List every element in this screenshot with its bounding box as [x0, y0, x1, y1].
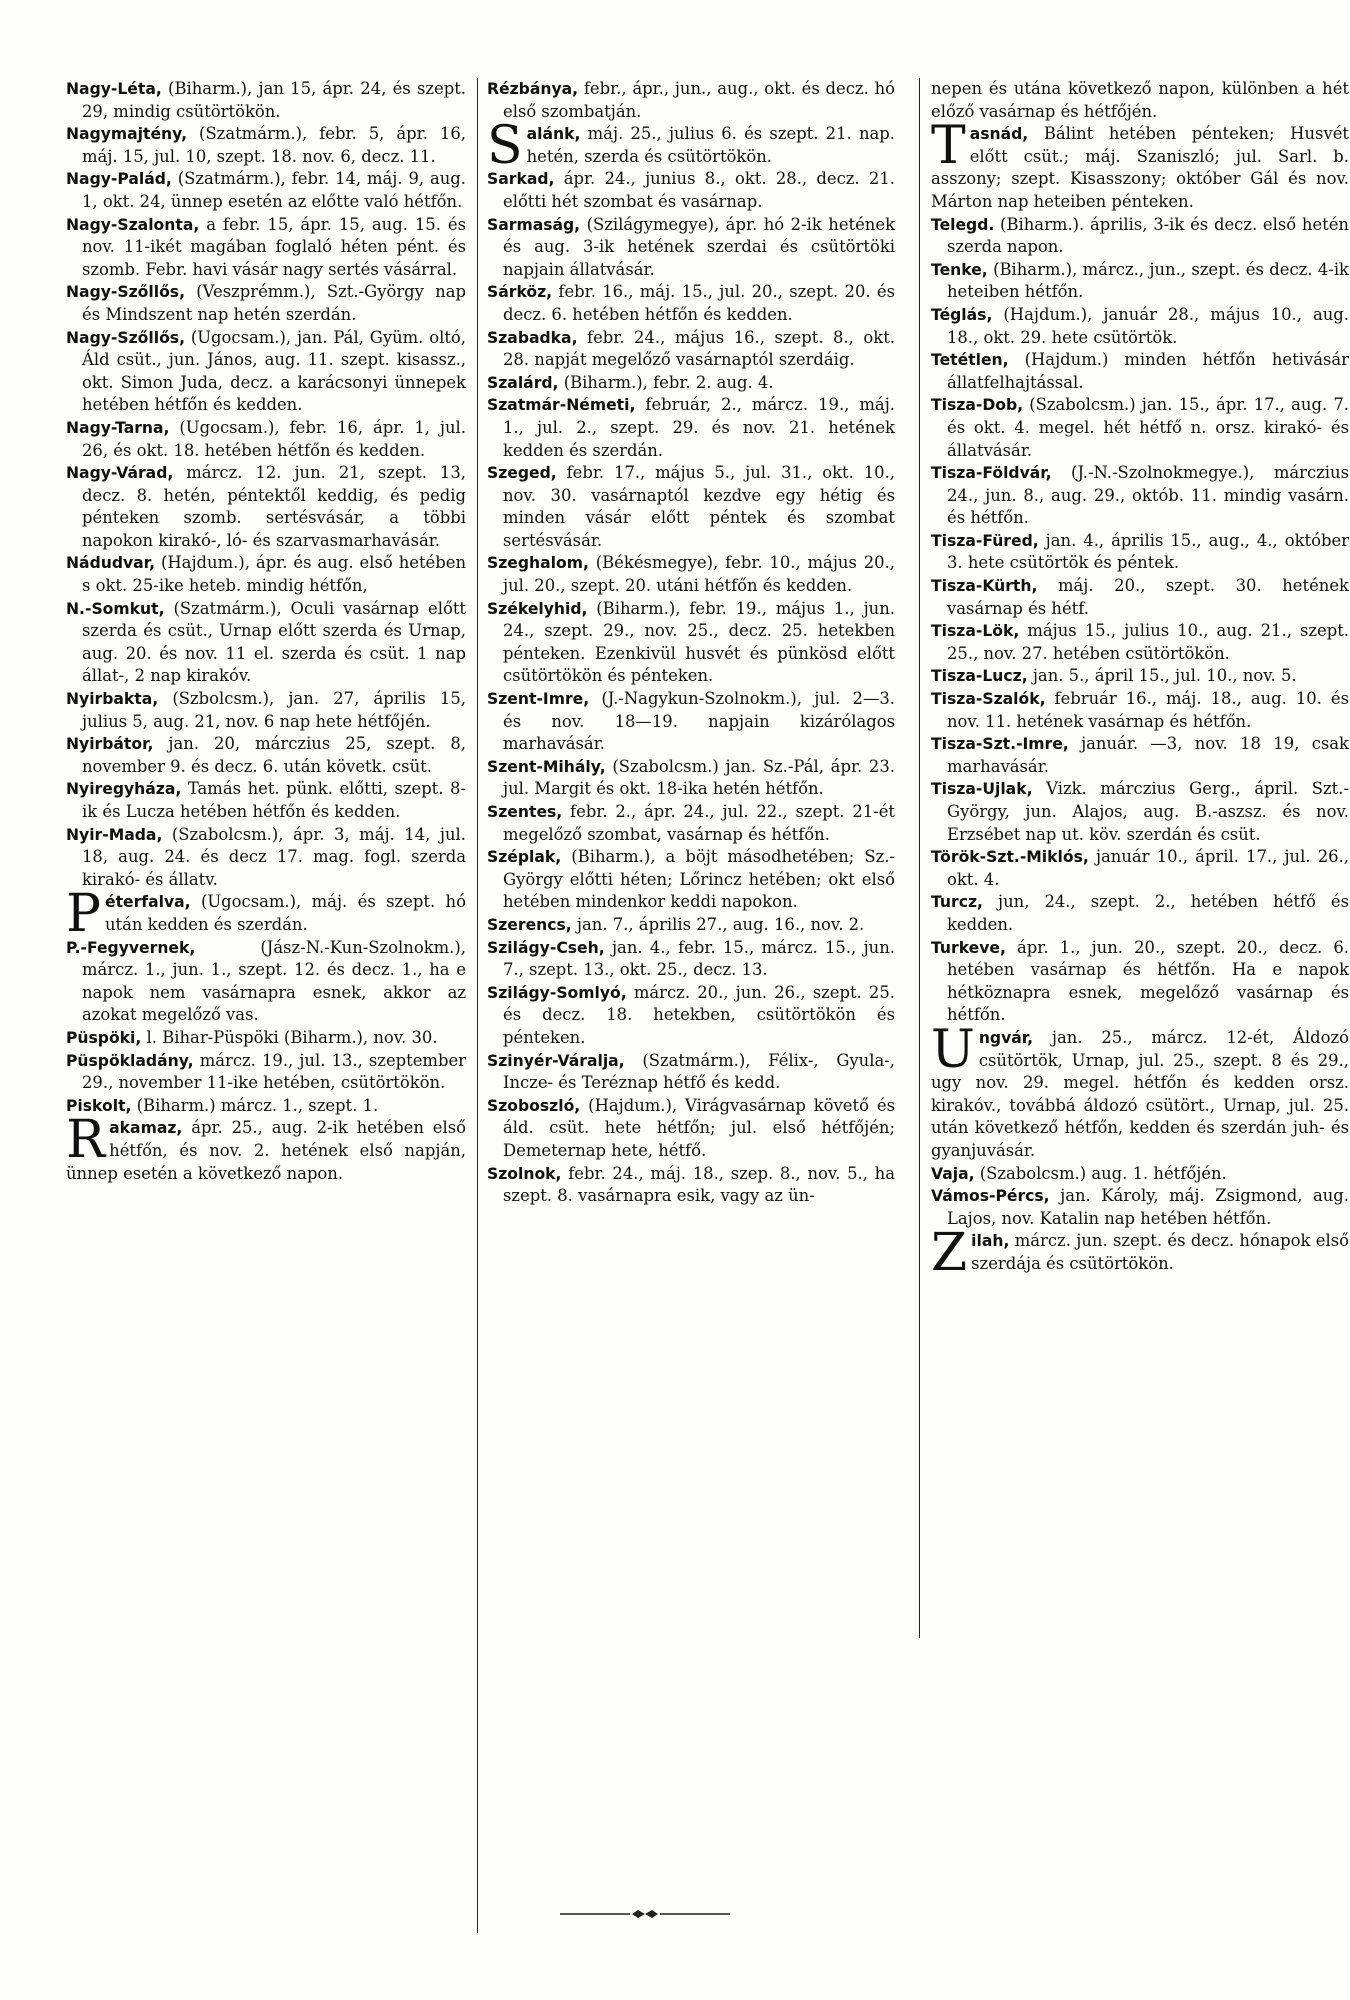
fair-entry — [487, 1163, 895, 1208]
place-name: Sarkad, — [487, 170, 555, 189]
fair-dates: ápr. 25., aug. 2-ik hetében első hétfőn, és nov. 2. hetének első napján, ünnep esetén a következő napon. — [66, 1118, 466, 1183]
fair-dates: máj. 20., szept. 30. hetének vasárnap és hétf. — [947, 576, 1349, 618]
place-name: Vaja, — [931, 1164, 975, 1183]
place-name: Nagy-Szőllős, — [66, 328, 186, 347]
fair-dates: jan. 7., április 27., aug. 16., nov. 2. — [571, 914, 865, 934]
fair-dates: (Szatmárm.), Félix-, Gyula-, Incze- és Teréznap hétfő és kedd. — [503, 1050, 895, 1093]
fair-entry — [931, 78, 1349, 123]
end-ornament — [560, 1908, 730, 1920]
fair-entry — [66, 327, 466, 417]
fair-dates: (Biharm.), febr. 2. aug. 4. — [558, 372, 774, 392]
fair-entry — [931, 937, 1349, 1027]
column-divider — [477, 78, 478, 1933]
place-name: akamaz, — [109, 1119, 183, 1138]
fair-entry — [487, 937, 895, 982]
place-name: Tisza-Füred, — [931, 531, 1039, 550]
fair-dates: jan. 5., ápril 15., jul. 10., nov. 5. — [1027, 666, 1297, 686]
fair-dates: febr. 17., május 5., jul. 31., okt. 10., nov. 30. vasárnaptól kezdve egy hétig és minden vásár előtt péntek és szombat sertésvásár. — [503, 463, 895, 550]
fair-entry — [931, 214, 1349, 259]
fair-entry — [487, 327, 895, 372]
fair-entry — [931, 259, 1349, 304]
fair-entry — [66, 168, 466, 213]
fair-dates: nepen és utána következő napon, különben a hét előző vasárnap és hétfőjén. — [931, 79, 1349, 121]
fair-entry — [66, 123, 466, 168]
place-name: Téglás, — [931, 305, 993, 324]
place-name: Szabadka, — [487, 328, 578, 347]
fair-entry — [931, 1019, 1349, 1163]
place-name: Turkeve, — [931, 938, 1006, 957]
fair-entry — [66, 1095, 466, 1118]
fair-entry — [931, 733, 1349, 778]
fair-entry — [66, 281, 466, 326]
fair-entry — [66, 78, 466, 123]
fair-entry — [66, 778, 466, 823]
place-name: Nyirbátor, — [66, 735, 154, 754]
fair-entry — [66, 688, 466, 733]
fair-entry — [487, 598, 895, 688]
place-name: Szeged, — [487, 464, 557, 483]
fair-dates: (J.-N.-Szolnokmegye.), márczius 24., jun. 8., aug. 29., októb. 11. mindig vasárn. és hétfőn. — [947, 463, 1349, 528]
fair-dates: máj. 25., julius 6. és szept. 21. nap. hetén, szerda és csütörtökön. — [526, 124, 895, 166]
fair-entry — [487, 756, 895, 801]
fair-dates: (Hajdum.), január 28., május 10., aug. 18., okt. 29. hete csütörtök. — [947, 304, 1349, 347]
fair-entry — [487, 281, 895, 326]
place-name: Tisza-Szalók, — [931, 690, 1046, 709]
fair-entry — [487, 846, 895, 914]
fair-entry — [66, 552, 466, 597]
place-name: Tisza-Dob, — [931, 396, 1024, 415]
fair-dates: (Békésmegye), febr. 10., május 20., jul. 20., szept. 20. utáni hétfőn és kedden. — [503, 553, 895, 596]
fair-entry — [931, 575, 1349, 620]
place-name: Szerencs, — [487, 915, 572, 934]
place-name: Tisza-Lök, — [931, 622, 1020, 641]
fair-entry — [487, 688, 895, 756]
fair-entry — [66, 598, 466, 688]
place-name: Szeghalom, — [487, 554, 589, 573]
place-name: Sarmaság, — [487, 215, 581, 234]
fair-dates: (Veszprémm.), Szt.-György nap és Mindszent nap hetén szerdán. — [82, 282, 466, 324]
place-name: Sárköz, — [487, 283, 553, 302]
fair-dates: (Szabolcsm.) jan. 15., ápr. 17., aug. 7. és okt. 4. megel. hét hétfő n. orsz. kirakó- és állatvásár. — [947, 395, 1349, 460]
drop-cap: S — [487, 116, 523, 177]
fair-entry — [66, 884, 466, 945]
place-name: Tisza-Ujlak, — [931, 780, 1033, 799]
fair-dates: jan. Károly, máj. Zsigmond, aug. Lajos, nov. Katalin nap hetében hétfőn. — [947, 1186, 1349, 1228]
fair-dates: jan. 25., márcz. 12-ét, Áldozó csütörtök, Urnap, jul. 25., szept. 8 és 29., ugy nov. 29. megel. hétfőn és kedden orsz. kirakóv., továbbá áldozó csütört., Urnap, jul. 25. után következő hétfőn, kedden és szerdán juh- és gyanjuvásár. — [931, 1027, 1349, 1160]
place-name: Nagy-Tarna, — [66, 418, 170, 437]
place-name: P.-Fegyvernek, — [66, 938, 196, 957]
fair-dates: ápr. 24., junius 8., okt. 28., decz. 21. előtti hét szombat és vasárnap. — [503, 169, 895, 211]
fair-dates: febr. 16., máj. 15., jul. 20., szept. 20. és decz. 6. hetében hétfőn és kedden. — [503, 282, 895, 324]
fair-dates: márcz. jun. szept. és decz. hónapok első szerdája és csütörtökön. — [971, 1231, 1349, 1273]
drop-cap: Z — [931, 1223, 968, 1276]
fair-entry — [931, 620, 1349, 665]
fair-entry — [66, 733, 466, 778]
place-name: Szilágy-Cseh, — [487, 938, 605, 957]
place-name: alánk, — [526, 125, 581, 144]
place-name: Szinyér-Váralja, — [487, 1051, 625, 1070]
place-name: Nádudvar, — [66, 554, 156, 573]
fair-dates: (Ugocsam.), máj. és szept. hó után kedden és szerdán. — [105, 892, 466, 934]
fair-dates: (Szabolcsm.) jan. Sz.-Pál, ápr. 23. jul. Margit és okt. 18-ika hetén hétfőn. — [503, 756, 895, 799]
fair-entry — [487, 462, 895, 552]
fair-entry — [931, 1185, 1349, 1230]
fair-dates: l. Bihar-Püspöki (Biharm.), nov. 30. — [141, 1027, 438, 1047]
fair-entry — [487, 116, 895, 177]
fair-dates: márcz. 12. jun. 21, szept. 13, decz. 8. hetén, péntektől keddig, és pedig pénteken szomb. sertésvásár, a többi napokon kirakó-, ló- és szarvasmarhavásár. — [82, 463, 466, 550]
fair-entry — [931, 349, 1349, 394]
fair-entry — [931, 304, 1349, 349]
fair-dates: (Biharm.). április, 3-ik és decz. első hetén szerda napon. — [947, 214, 1349, 257]
place-name: Nagy-Palád, — [66, 170, 172, 189]
place-name: ilah, — [971, 1232, 1010, 1251]
place-name: Nagy-Léta, — [66, 80, 162, 98]
place-name: Piskolt, — [66, 1096, 132, 1115]
fair-entry — [487, 1095, 895, 1163]
place-name: Tisza-Lucz, — [931, 667, 1028, 686]
place-name: Püspöki, — [66, 1028, 142, 1047]
fair-entry — [66, 1050, 466, 1095]
fair-entry — [931, 530, 1349, 575]
place-name: Szatmár-Németi, — [487, 396, 636, 415]
fair-dates: Tamás het. pünk. előtti, szept. 8-ik és Lucza hetében hétfőn és kedden. — [82, 779, 466, 821]
fair-entry — [66, 1110, 466, 1185]
fair-entry — [931, 116, 1349, 213]
fair-dates: jan. 4., febr. 15., márcz. 15., jun. 7., szept. 13., okt. 25., decz. 13. — [503, 937, 895, 980]
fair-entry — [931, 665, 1349, 688]
place-name: Nyiregyháza, — [66, 780, 182, 799]
place-name: Szent-Mihály, — [487, 757, 606, 776]
fair-entry — [931, 462, 1349, 530]
fair-dates: (Hajdum.), Virágvasárnap követő és áld. csüt. hete hétfőn; jul. első hétfőjén; Demeternap hete, hétfő. — [503, 1095, 895, 1160]
place-name: Szalárd, — [487, 373, 559, 392]
drop-cap: P — [66, 884, 101, 945]
fair-dates: május 15., julius 10., aug. 21., szept. 25., nov. 27. hetében csütörtökön. — [947, 621, 1349, 663]
fair-dates: jan. 20, márczius 25, szept. 8, november 9. és decz. 6. után követk. csüt. — [82, 734, 466, 776]
place-name: Telegd. — [931, 215, 995, 234]
fair-entry — [931, 891, 1349, 936]
place-name: Nyirbakta, — [66, 690, 159, 709]
place-name: Nagymajtény, — [66, 125, 188, 144]
fair-entry — [66, 462, 466, 552]
fair-dates: február 16., máj. 18., aug. 10. és nov. 11. hetének vasárnap és hétfőn. — [947, 689, 1349, 731]
fair-dates: (Hajdum.) minden hétfőn hetivásár állatfelhajtással. — [947, 350, 1349, 392]
fair-dates: jan. 4., április 15., aug., 4., október 3. hete csütörtök és péntek. — [947, 530, 1349, 573]
fair-entry — [66, 824, 466, 892]
fair-entry — [66, 214, 466, 282]
fair-entry — [931, 1223, 1349, 1276]
fair-entry — [487, 78, 895, 123]
fair-entry — [931, 1163, 1349, 1186]
fair-dates: Vizk. márczius Gerg., ápril. Szt.-György, jun. Alajos, aug. B.-aszsz. és nov. Erzsébet nap ut. köv. szerdán és csüt. — [947, 779, 1349, 844]
fair-dates: márcz. 19., jul. 13., szeptember 29., november 11-ike hetében, csütörtökön. — [82, 1050, 466, 1093]
fair-dates: (Hajdum.), ápr. és aug. első hetében s okt. 25-ike heteb. mindig hétfőn, — [82, 553, 466, 596]
fair-dates: (Ugocsam.), febr. 16, ápr. 1, jul. 26, és okt. 18. hetében hétfőn és kedden. — [82, 417, 466, 460]
place-name: Püspökladány, — [66, 1051, 194, 1070]
drop-cap: U — [931, 1019, 975, 1080]
fair-dates: jun, 24., szept. 2., hetében hétfő és kedden. — [947, 892, 1349, 934]
fair-dates: (Biharm.), márcz., jun., szept. és decz. 4-ik heteiben hétfőn. — [947, 259, 1349, 302]
place-name: Szolnok, — [487, 1164, 562, 1183]
fair-dates: febr. 24., május 16., szept. 8., okt. 28. napját megelőző vasárnaptól szerdáig. — [503, 327, 895, 370]
fair-entry — [487, 914, 895, 937]
place-name: Vámos-Pércs, — [931, 1187, 1050, 1206]
place-name: Török-Szt.-Miklós, — [931, 848, 1089, 867]
fair-dates: január. —3, nov. 18 19, csak marhavásár. — [947, 734, 1349, 776]
fair-entry — [66, 937, 466, 1027]
place-name: Tisza-Szt.-Imre, — [931, 735, 1069, 754]
fair-dates: (Biharm.), a böjt másodhetében; Sz.-György előtti héten; Lőrincz hetében; okt első hetében mindenkor keddi napokon. — [503, 847, 895, 912]
fair-entry — [931, 688, 1349, 733]
fair-dates: (Jász-N.-Kun-Szolnokm.), márcz. 1., jun. 1., szept. 12. és decz. 1., ha e napok nem vasárnapra esnek, akkor az azokat megelőző vas. — [82, 937, 466, 1025]
fair-entry — [487, 372, 895, 395]
fair-entry — [487, 552, 895, 597]
fair-dates: ápr. 1., jun. 20., szept. 20., decz. 6. hetében vasárnap és hétfőn. Ha e napok hétköznapra esnek, megelőző vasárnap és hétfőn. — [947, 937, 1349, 1025]
column-1 — [66, 78, 466, 1185]
place-name: éterfalva, — [105, 893, 191, 912]
fair-dates: a febr. 15, ápr. 15, aug. 15. és nov. 11-ikét magában foglaló héten pént. és szomb. Febr. havi vásár nagy sertés vásárral. — [82, 214, 466, 279]
fair-dates: (Biharm.) márcz. 1., szept. 1. — [131, 1095, 379, 1115]
place-name: Szoboszló, — [487, 1096, 581, 1115]
fair-dates: febr. 24., máj. 18., szep. 8., nov. 5., ha szept. 8. vasárnapra esik, vagy az ün- — [503, 1163, 895, 1206]
place-name: Tisza-Földvár, — [931, 464, 1052, 483]
fair-entry — [931, 846, 1349, 891]
fair-dates: (Szbolcsm.), jan. 27, április 15, julius 5, aug. 21, nov. 6 nap hete hétfőjén. — [82, 689, 466, 731]
fair-dates: (Szatmárm.), Oculi vasárnap előtt szerda és csüt., Urnap előtt szerda és Urnap, aug. 20. és nov. 11 el. szerda és csüt. 1 nap állat-, 2 nap kirakóv. — [82, 598, 466, 686]
place-name: Széplak, — [487, 848, 562, 867]
place-name: Szentes, — [487, 803, 563, 821]
fair-dates: (Szilágymegye), ápr. hó 2-ik hetének és aug. 3-ik hetének szerdai és csütörtöki napjain állatvásár. — [503, 214, 895, 279]
fair-entry — [487, 168, 895, 213]
fair-entry — [487, 801, 895, 846]
fair-entry — [487, 394, 895, 462]
fair-dates: (Szatmárm.), febr. 5, ápr. 16, máj. 15, jul. 10, szept. 18. nov. 6, decz. 11. — [82, 124, 466, 166]
fair-dates: (Biharm.), jan 15, ápr. 24, és szept. 29, mindig csütörtökön. — [82, 79, 466, 121]
place-name: Rézbánya, — [487, 80, 579, 98]
page — [66, 78, 1350, 1958]
fair-entry — [487, 214, 895, 282]
drop-cap: T — [931, 116, 966, 177]
fair-dates: (Ugocsam.), jan. Pál, Gyüm. oltó, Áld csüt., jun. János, aug. 11. szept. kisassz., okt. Simon Juda, decz. a karácsonyi ünnepek hetében hétfőn és kedden. — [82, 327, 466, 415]
fair-dates: márcz. 20., jun. 26., szept. 25. és decz. 18. hetekben, csütörtökön és pénteken. — [503, 982, 895, 1047]
place-name: ngvár, — [978, 1028, 1034, 1047]
place-name: Nyir-Mada, — [66, 825, 163, 844]
place-name: N.-Somkut, — [66, 599, 165, 618]
place-name: Nagy-Várad, — [66, 464, 174, 483]
fair-dates: (Szabolcsm.), ápr. 3, máj. 14, jul. 18, aug. 24. és decz 17. mag. fogl. szerda kirakó- és állatv. — [82, 824, 466, 889]
place-name: Turcz, — [931, 893, 983, 912]
fair-dates: január 10., ápril. 17., jul. 26., okt. 4. — [947, 847, 1349, 889]
column-3 — [931, 78, 1349, 1275]
fair-dates: (Biharm.), febr. 19., május 1., jun. 24., szept. 29., nov. 25., decz. 25. hetekben pénteken. Ezenkivül husvét és pünkösd előtt csütörtökön és pénteken. — [503, 598, 895, 686]
fair-dates: február, 2., márcz. 19., máj. 1., jul. 2., szept. 29. és nov. 21. hetének kedden és szerdán. — [503, 395, 895, 460]
fair-dates: febr., ápr., jun., aug., okt. és decz. hó első szombatján. — [503, 79, 895, 121]
fair-entry — [66, 417, 466, 462]
place-name: Tetétlen, — [931, 351, 1009, 370]
place-name: Tenke, — [931, 260, 988, 279]
fair-dates: Bálint hetében pénteken; Husvét előtt csüt.; máj. Szaniszló; jul. Sarl. b. asszony; szept. Kisasszony; október Gál és nov. Márton nap heteiben pénteken. — [931, 124, 1349, 211]
fair-entry — [66, 1027, 466, 1050]
drop-cap: R — [66, 1110, 106, 1171]
column-divider — [919, 78, 920, 1638]
column-2 — [487, 78, 895, 1208]
place-name: Tisza-Kürth, — [931, 577, 1038, 596]
place-name: asnád, — [969, 125, 1029, 144]
fair-entry — [931, 778, 1349, 846]
fair-dates: (Szabolcsm.) aug. 1. hétfőjén. — [974, 1163, 1227, 1183]
place-name: Nagy-Szalonta, — [66, 215, 200, 234]
place-name: Szilágy-Somlyó, — [487, 983, 627, 1002]
fair-dates: (J.-Nagykun-Szolnokm.), jul. 2—3. és nov. 18—19. napjain kizárólagos marhavásár. — [503, 689, 895, 754]
place-name: Nagy-Szőllős, — [66, 283, 186, 302]
fair-entry — [487, 982, 895, 1050]
fair-dates: febr. 2., ápr. 24., jul. 22., szept. 21-ét megelőző szombat, vasárnap és hétfőn. — [503, 802, 895, 844]
fair-entry — [931, 394, 1349, 462]
place-name: Székelyhid, — [487, 599, 588, 618]
fair-dates: (Szatmárm.), febr. 14, máj. 9, aug. 1, okt. 24, ünnep esetén az előtte való hétfőn. — [82, 169, 466, 211]
fair-entry — [487, 1050, 895, 1095]
place-name: Szent-Imre, — [487, 690, 590, 709]
